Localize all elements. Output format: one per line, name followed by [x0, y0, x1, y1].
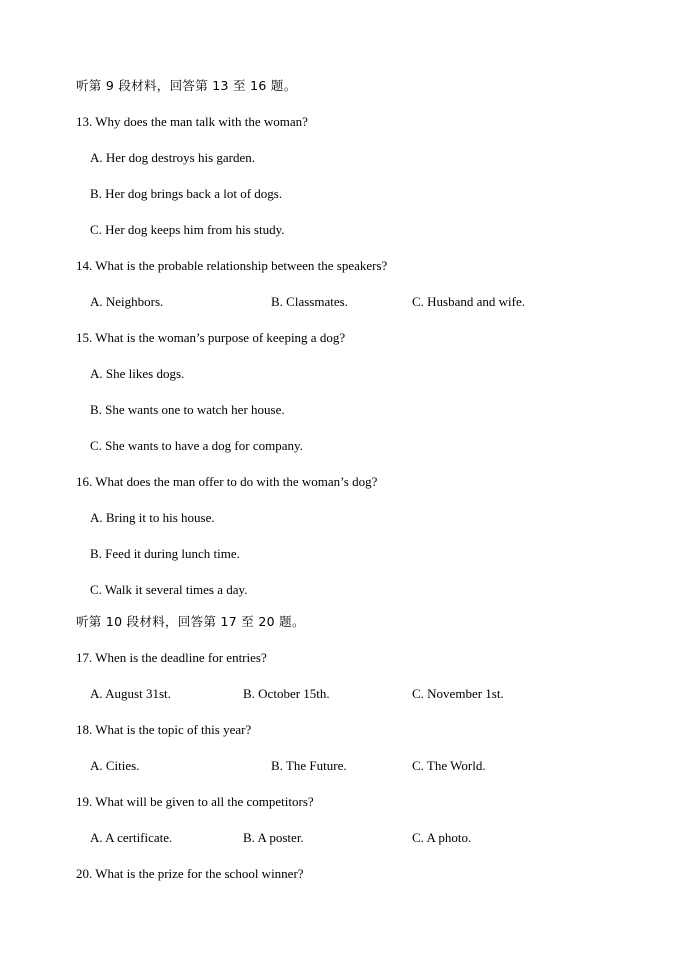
question-17-option-c: C. November 1st. — [412, 686, 504, 701]
question-13-option-a: A. Her dog destroys his garden. — [90, 150, 255, 165]
question-17-option-b: B. October 15th. — [243, 686, 330, 701]
section-heading-10: 听第 10 段材料，回答第 17 至 20 题。 — [76, 614, 305, 629]
question-20-stem: 20. What is the prize for the school winner? — [76, 866, 304, 881]
question-16-stem: 16. What does the man offer to do with the woman’s dog? — [76, 474, 378, 489]
question-15-option-c: C. She wants to have a dog for company. — [90, 438, 303, 453]
question-19-stem: 19. What will be given to all the competitors? — [76, 794, 314, 809]
question-18-option-b: B. The Future. — [271, 758, 347, 773]
question-15-option-b: B. She wants one to watch her house. — [90, 402, 285, 417]
question-14-stem: 14. What is the probable relationship between the speakers? — [76, 258, 388, 273]
question-17-stem: 17. When is the deadline for entries? — [76, 650, 267, 665]
question-14-option-a: A. Neighbors. — [90, 294, 164, 309]
question-16-option-c: C. Walk it several times a day. — [90, 582, 248, 597]
question-18-option-a: A. Cities. — [90, 758, 140, 773]
question-14-option-b: B. Classmates. — [271, 294, 348, 309]
question-13-stem: 13. Why does the man talk with the woman? — [76, 114, 308, 129]
question-14-option-c: C. Husband and wife. — [412, 294, 526, 309]
question-13-option-b: B. Her dog brings back a lot of dogs. — [90, 186, 283, 201]
question-16-option-b: B. Feed it during lunch time. — [90, 546, 240, 561]
question-13-option-c: C. Her dog keeps him from his study. — [90, 222, 285, 237]
question-16-option-a: A. Bring it to his house. — [90, 510, 215, 525]
question-15-option-a: A. She likes dogs. — [90, 366, 185, 381]
question-19-option-a: A. A certificate. — [90, 830, 173, 845]
question-17-option-a: A. August 31st. — [90, 686, 171, 701]
question-18-option-c: C. The World. — [412, 758, 486, 773]
question-18-stem: 18. What is the topic of this year? — [76, 722, 252, 737]
section-heading-9: 听第 9 段材料，回答第 13 至 16 题。 — [76, 78, 297, 93]
question-15-stem: 15. What is the woman’s purpose of keeping a dog? — [76, 330, 346, 345]
question-19-option-b: B. A poster. — [243, 830, 304, 845]
question-19-option-c: C. A photo. — [412, 830, 472, 845]
